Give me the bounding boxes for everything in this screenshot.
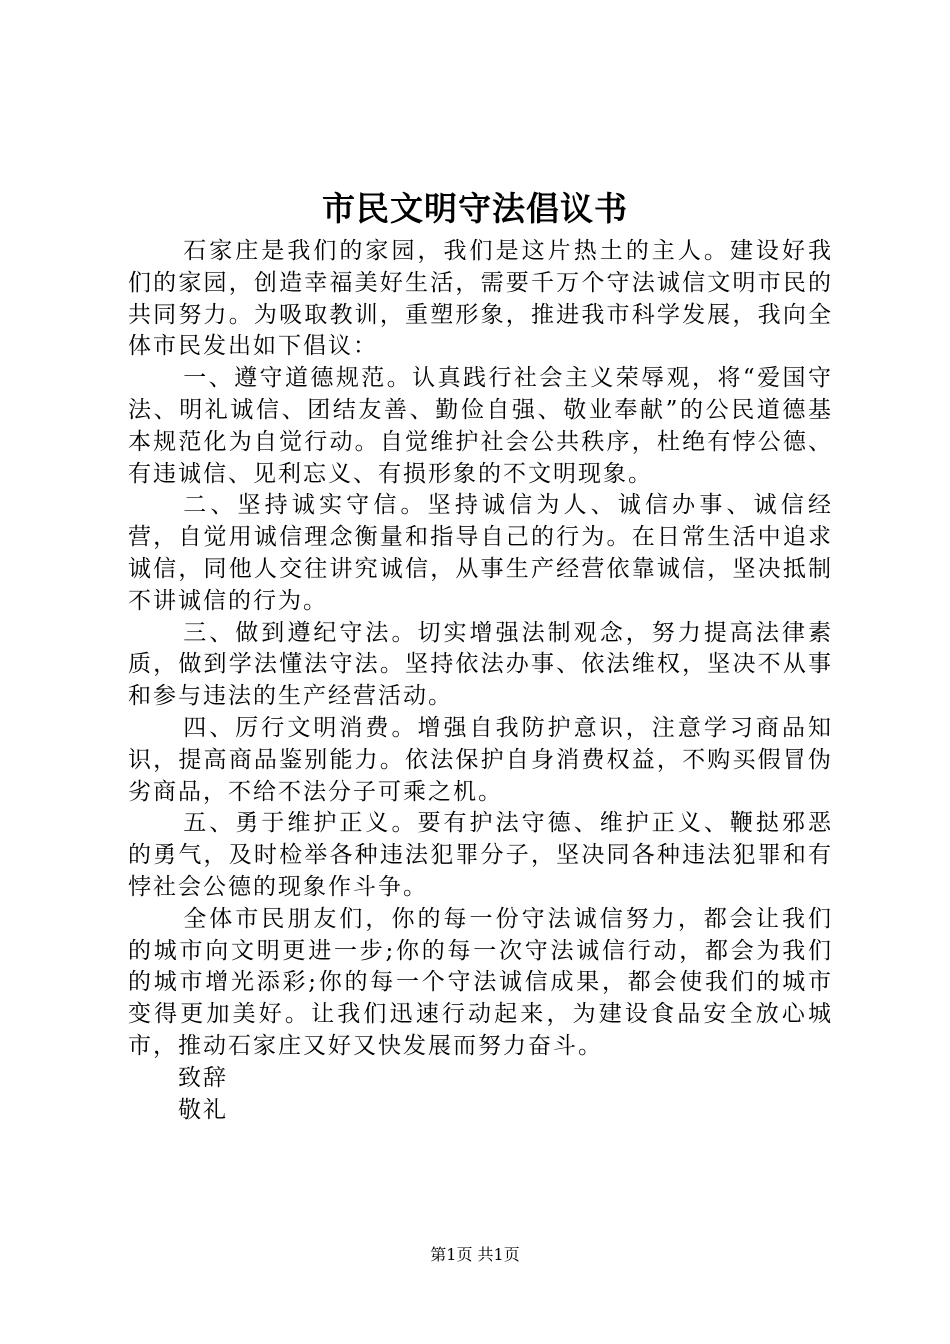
page-footer: 第1页 共1页: [430, 1245, 520, 1264]
paragraph-item-4: 四、厉行文明消费。增强自我防护意识，注意学习商品知识，提高商品鉴别能力。依法保护自身消费权益，不购买假冒伪劣商品，不给不法分子可乘之机。: [128, 714, 833, 805]
paragraph-intro: 石家庄是我们的家园，我们是这片热土的主人。建设好我们的家园，创造幸福美好生活，需要千万个守法诚信文明市民的共同努力。为吸取教训，重塑形象，推进我市科学发展，我向全体市民发出如下倡议：: [128, 238, 833, 360]
document-title: 市民文明守法倡议书: [322, 189, 628, 228]
paragraph-item-2: 二、坚持诚实守信。坚持诚信为人、诚信办事、诚信经营，自觉用诚信理念衡量和指导自己的行为。在日常生活中追求诚信，同他人交往讲究诚信，从事生产经营依靠诚信，坚决抵制不讲诚信的行为。: [128, 492, 833, 614]
closing-line-1: 致辞: [178, 1064, 228, 1091]
paragraph-conclusion: 全体市民朋友们，你的每一份守法诚信努力，都会让我们的城市向文明更进一步;你的每一次守法诚信行动，都会为我们的城市增光添彩;你的每一个守法诚信成果，都会使我们的城市变得更加美好。让我们迅速行动起来，为建设食品安全放心城市，推动石家庄又好又快发展而努力奋斗。: [128, 905, 833, 1059]
document-body: [128, 236, 833, 1126]
paragraph-item-3: 三、做到遵纪守法。切实增强法制观念，努力提高法律素质，做到学法懂法守法。坚持依法办事、依法维权，坚决不从事和参与违法的生产经营活动。: [128, 619, 833, 710]
paragraph-item-5: 五、勇于维护正义。要有护法守德、维护正义、鞭挞邪恶的勇气，及时检举各种违法犯罪分子，坚决同各种违法犯罪和有悖社会公德的现象作斗争。: [128, 810, 833, 900]
paragraph-item-1: 一、遵守道德规范。认真践行社会主义荣辱观，将“爱国守法、明礼诚信、团结友善、勤俭自强、敬业奉献”的公民道德基本规范化为自觉行动。自觉维护社会公共秩序，杜绝有悖公德、有违诚信、见利忘义、有损形象的不文明现象。: [128, 365, 833, 487]
closing-line-2: 敬礼: [178, 1096, 228, 1123]
